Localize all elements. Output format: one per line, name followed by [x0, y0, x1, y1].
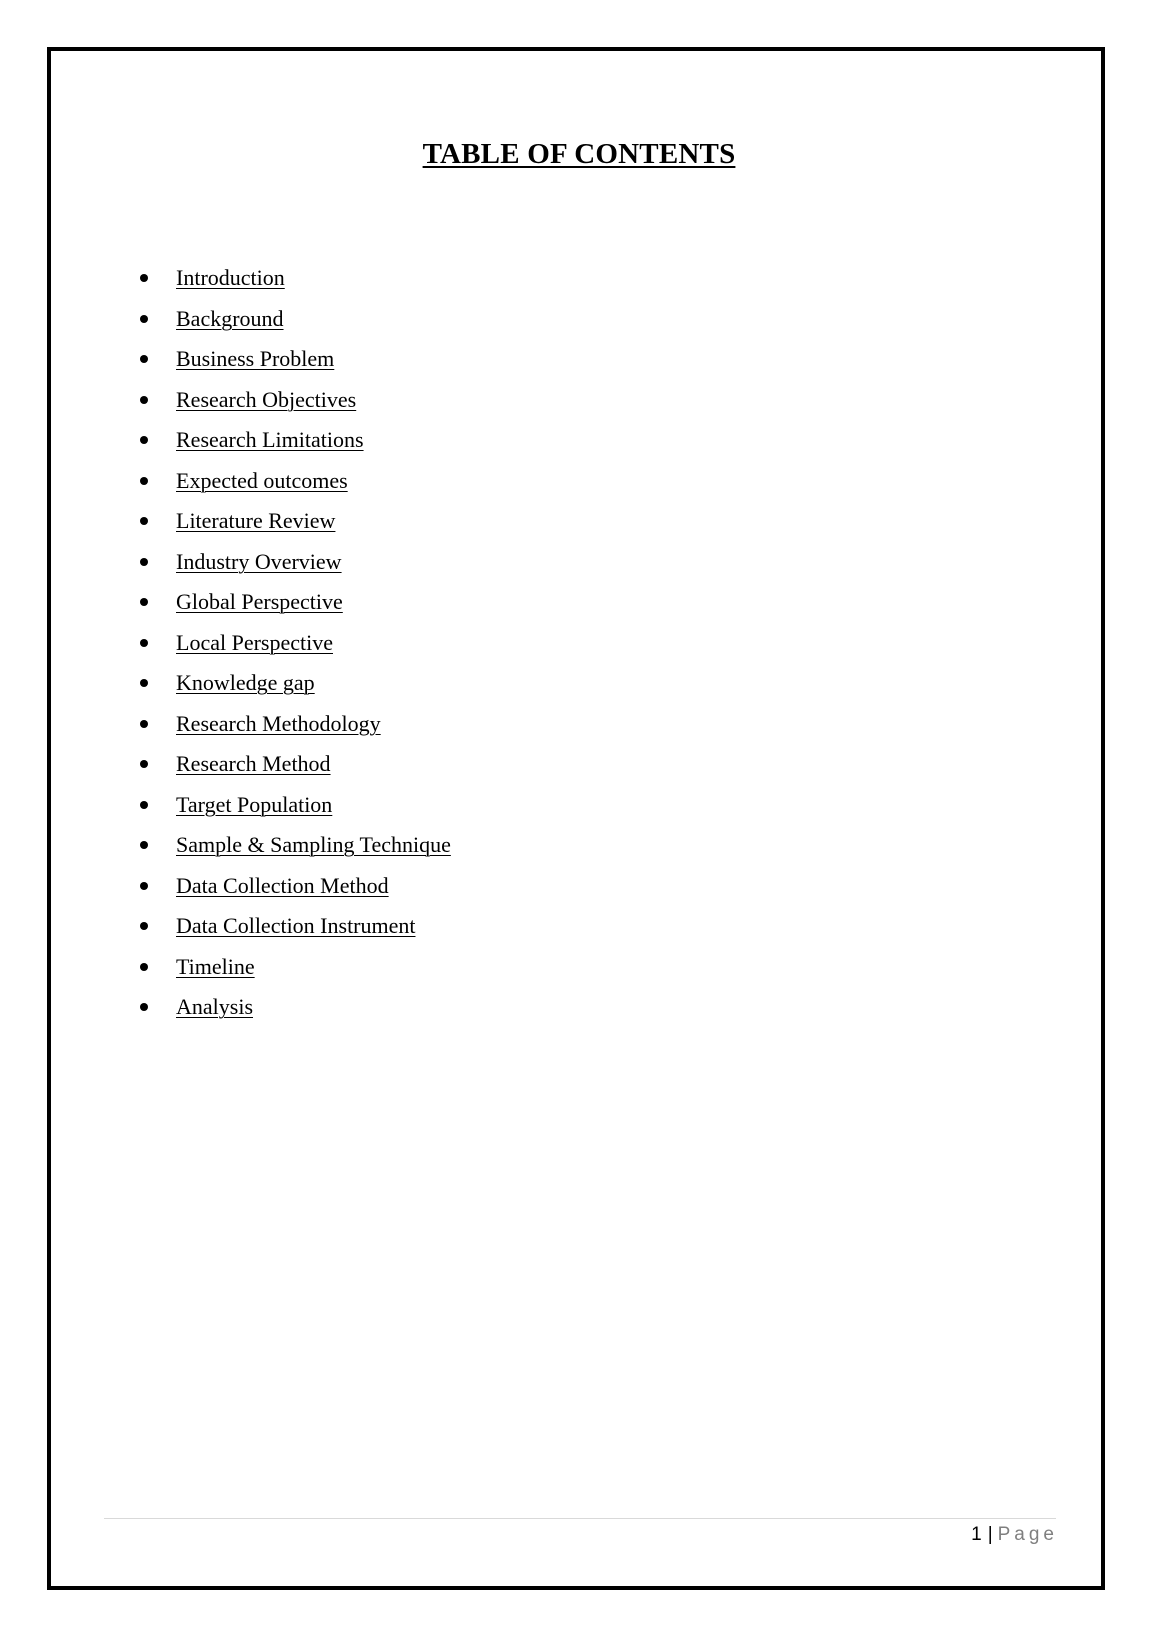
- bullet-icon: [140, 922, 148, 930]
- bullet-icon: [140, 558, 148, 566]
- page-number: 1: [971, 1524, 982, 1545]
- bullet-icon: [140, 598, 148, 606]
- footer-divider: [104, 1518, 1056, 1519]
- bullet-icon: [140, 436, 148, 444]
- bullet-icon: [140, 801, 148, 809]
- toc-link-business-problem[interactable]: Business Problem: [176, 346, 335, 371]
- bullet-icon: [140, 517, 148, 525]
- bullet-icon: [140, 760, 148, 768]
- toc-link-expected-outcomes[interactable]: Expected outcomes: [176, 467, 348, 493]
- toc-link-analysis[interactable]: Analysis: [176, 994, 253, 1019]
- footer-separator: |: [987, 1524, 993, 1545]
- bullet-icon: [140, 1003, 148, 1011]
- toc-link-data-collection-method[interactable]: Data Collection Method: [176, 872, 389, 898]
- toc-link-timeline[interactable]: Timeline: [176, 953, 255, 979]
- page-footer: [971, 1523, 1058, 1547]
- bullet-icon: [140, 274, 148, 282]
- bullet-icon: [140, 841, 148, 849]
- toc-link-background[interactable]: Background: [176, 305, 284, 331]
- toc-link-global-perspective[interactable]: Global Perspective: [176, 589, 343, 614]
- bullet-icon: [140, 720, 148, 728]
- bullet-icon: [140, 477, 148, 485]
- bullet-icon: [140, 882, 148, 890]
- bullet-icon: [140, 355, 148, 363]
- toc-link-literature-review[interactable]: Literature Review: [176, 508, 336, 533]
- toc-link-knowledge-gap[interactable]: Knowledge gap: [176, 670, 315, 695]
- bullet-icon: [140, 963, 148, 971]
- bullet-icon: [140, 315, 148, 323]
- toc-link-research-objectives[interactable]: Research Objectives: [176, 386, 357, 412]
- bullet-icon: [140, 679, 148, 687]
- bullet-icon: [140, 396, 148, 404]
- toc-link-sample-sampling-technique[interactable]: Sample & Sampling Technique: [176, 832, 451, 857]
- toc-link-local-perspective[interactable]: Local Perspective: [176, 629, 333, 655]
- page-title: TABLE OF CONTENTS: [422, 138, 736, 170]
- toc-link-research-limitations[interactable]: Research Limitations: [176, 427, 364, 452]
- toc-link-industry-overview[interactable]: Industry Overview: [176, 548, 342, 574]
- toc-link-research-methodology[interactable]: Research Methodology: [176, 710, 381, 736]
- toc-link-target-population[interactable]: Target Population: [176, 791, 333, 817]
- toc-link-research-method[interactable]: Research Method: [176, 751, 331, 776]
- toc-link-data-collection-instrument[interactable]: Data Collection Instrument: [176, 913, 416, 938]
- bullet-icon: [140, 639, 148, 647]
- page-label: Page: [997, 1524, 1058, 1545]
- toc-link-introduction[interactable]: Introduction: [176, 265, 285, 290]
